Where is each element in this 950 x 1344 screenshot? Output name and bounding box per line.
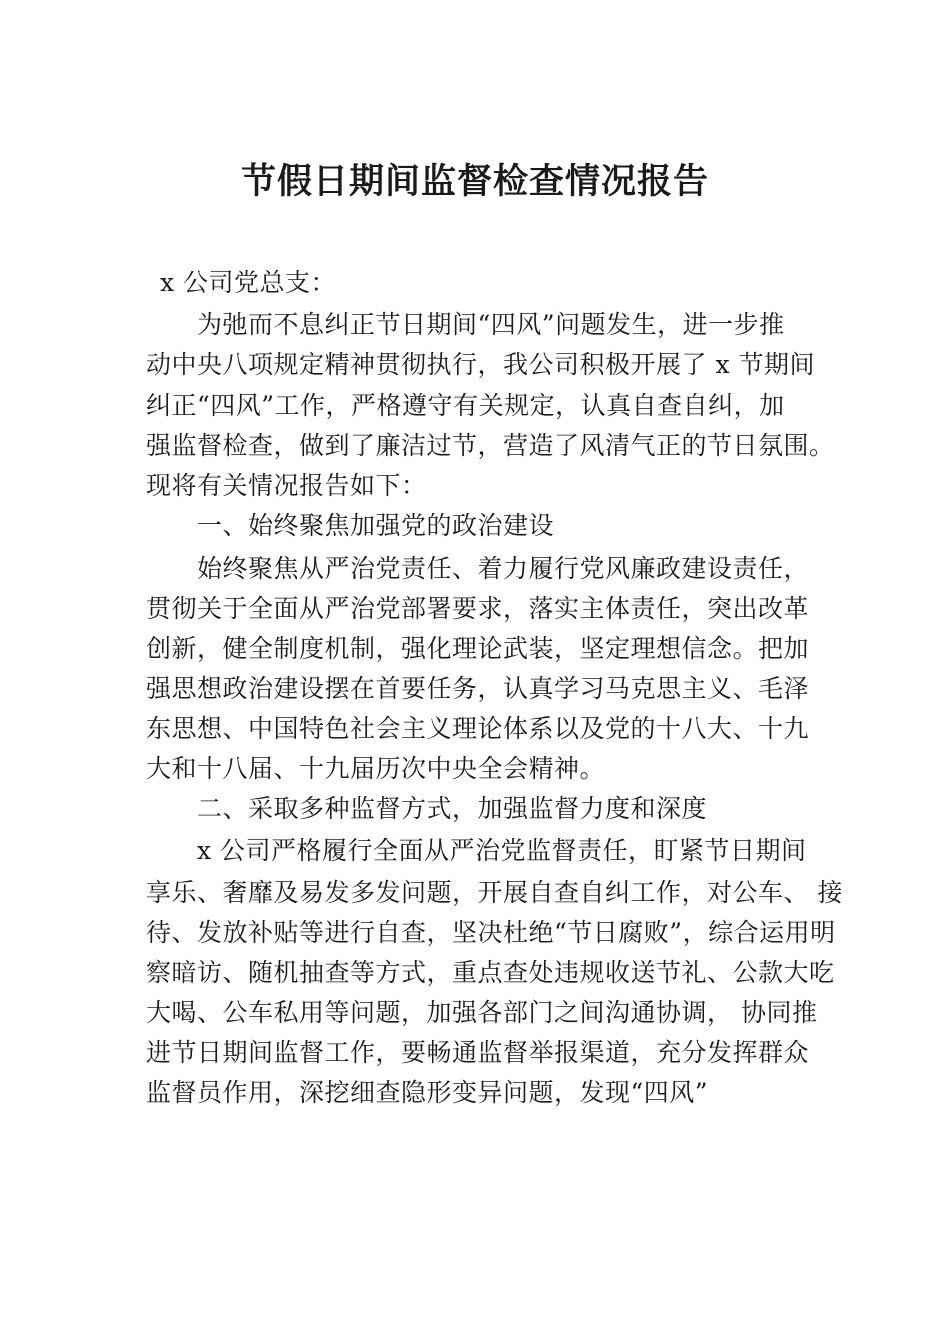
paragraph-line: 纠正“四风”工作，严格遵守有关规定，认真自查自纠，加 bbox=[146, 391, 785, 420]
paragraph-line: x 公司严格履行全面从严治党监督责任，盯紧节日期间 bbox=[197, 836, 807, 865]
paragraph-line: 为弛而不息纠正节日期间“四风”问题发生，进一步推 bbox=[197, 310, 785, 339]
paragraph-line: 贯彻关于全面从严治党部署要求，落实主体责任，突出改革 bbox=[146, 594, 810, 623]
paragraph-line: 强思想政治建设摆在首要任务，认真学习马克思主义、毛泽 bbox=[146, 674, 810, 703]
paragraph-line: 监督员作用，深挖细查隐形变异问题，发现“四风” bbox=[146, 1078, 709, 1107]
paragraph-line: 东思想、中国特色社会主义理论体系以及党的十八大、十九 bbox=[146, 714, 810, 743]
paragraph-line: 强监督检查，做到了廉洁过节，营造了风清气正的节日氛围。 bbox=[146, 431, 835, 460]
paragraph-line: 大喝、公车私用等问题，加强各部门之间沟通协调， 协同推 bbox=[146, 998, 818, 1027]
document-title: 节假日期间监督检查情况报告 bbox=[240, 161, 709, 202]
paragraph-line: 察暗访、随机抽查等方式，重点查处违规收送节礼、公款大吃 bbox=[146, 958, 835, 987]
section-heading: 二、采取多种监督方式，加强监督力度和深度 bbox=[197, 794, 708, 823]
paragraph-line: 进节日期间监督工作，要畅通监督举报渠道，充分发挥群众 bbox=[146, 1038, 810, 1067]
salutation: x 公司党总支： bbox=[160, 268, 337, 297]
paragraph-line: 始终聚焦从严治党责任、着力履行党风廉政建设责任， bbox=[197, 554, 810, 583]
paragraph-line: 动中央八项规定精神贯彻执行，我公司积极开展了 x 节期间 bbox=[146, 350, 815, 379]
paragraph-line: 创新，健全制度机制，强化理论武装，坚定理想信念。把加 bbox=[146, 634, 810, 663]
paragraph-line: 享乐、奢靡及易发多发问题，开展自查自纠工作，对公车、 接 bbox=[146, 878, 843, 907]
section-heading: 一、始终聚焦加强党的政治建设 bbox=[197, 511, 555, 540]
paragraph-line: 待、发放补贴等进行自查，坚决杜绝“节日腐败”，综合运用明 bbox=[146, 918, 836, 947]
paragraph-line: 大和十八届、十九届历次中央全会精神。 bbox=[146, 754, 606, 783]
paragraph-line: 现将有关情况报告如下： bbox=[146, 471, 427, 500]
